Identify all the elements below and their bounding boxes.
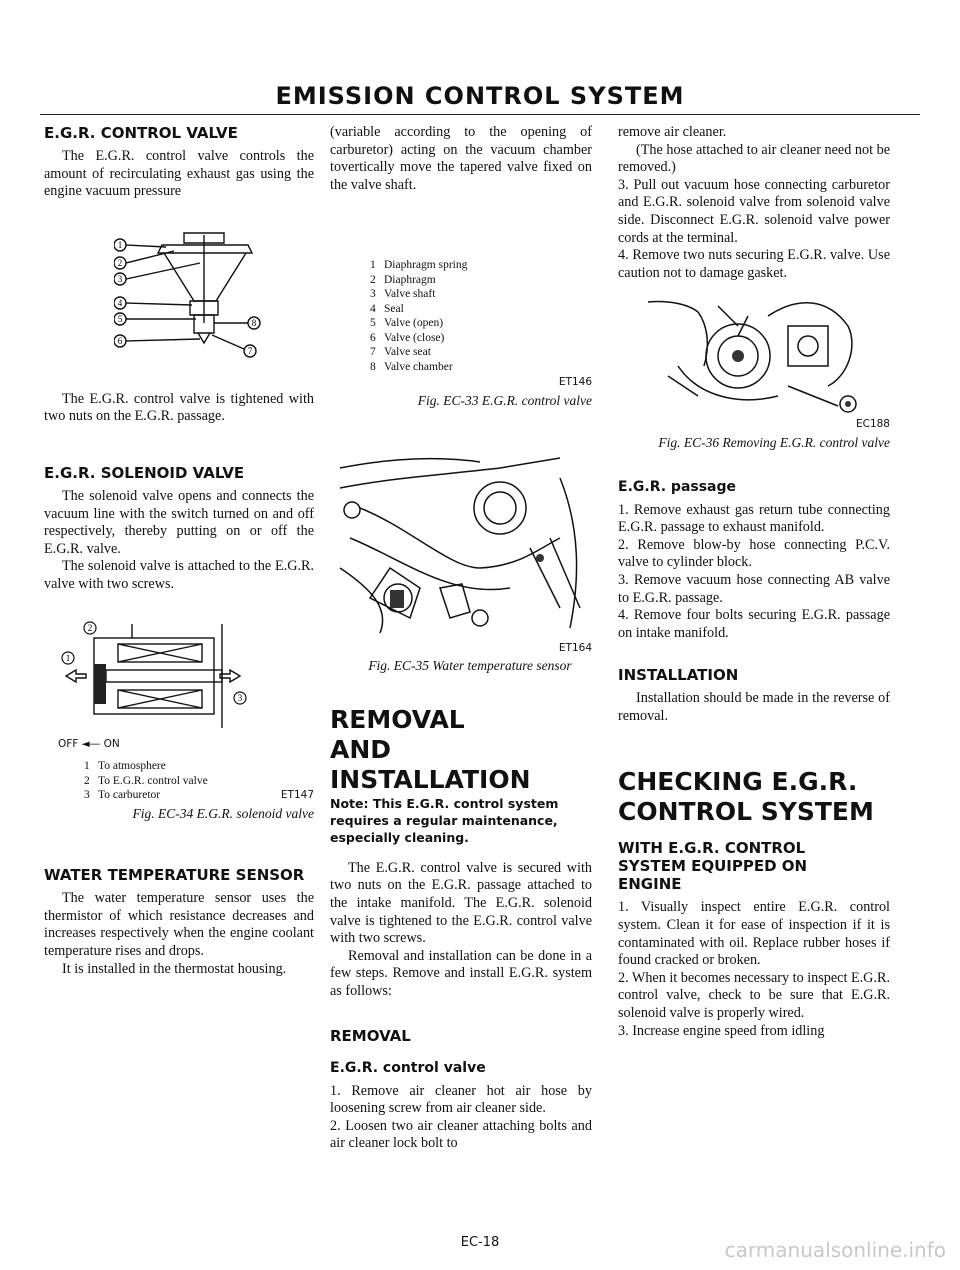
solenoid-text-1: The solenoid valve opens and connects the vacuum line with the switch turned on and off respectively, thereby putting on or off the E.G.R. valve.	[44, 487, 314, 557]
steps-text: Removal and installation can be done in a few steps. Remove and install E.G.R. system as follows:	[330, 947, 592, 999]
passage-heading: E.G.R. passage	[618, 478, 737, 495]
legend-item: 2 Diaphragm	[370, 273, 436, 286]
wts-heading: WATER TEMPERATURE SENSOR	[44, 866, 305, 885]
secured-text: The E.G.R. control valve is secured with two nuts on the E.G.R. passage attached to the intake manifold. The E.G.R. solenoid valve is tightened to the E.G.R. control valve with two screws.	[330, 859, 592, 947]
figure-code: ET146	[558, 376, 592, 389]
legend-item: 7 Valve seat	[370, 346, 431, 359]
egr-valve-heading: E.G.R. CONTROL VALVE	[44, 124, 238, 142]
figure-code: EC188	[855, 418, 890, 431]
removing-valve-drawing	[638, 286, 878, 416]
watermark: carmanualsonline.info	[724, 1238, 946, 1262]
hose-text: (The hose attached to air cleaner need not be removed.)	[618, 141, 890, 176]
column-left	[44, 124, 314, 978]
valve-legend	[330, 258, 592, 374]
legend-item: 4 Seal	[370, 302, 404, 315]
list-item: 2. Loosen two air cleaner attaching bolts and air cleaner lock bolt to	[330, 1117, 592, 1152]
list-item: 1. Remove exhaust gas return tube connecting E.G.R. passage to exhaust manifold.	[618, 501, 890, 536]
legend-item: 3 To carburetor ET147	[84, 789, 314, 802]
figure-code: ET147	[280, 789, 314, 802]
svg-text:7: 7	[247, 345, 253, 356]
list-item: 4. Remove four bolts securing E.G.R. passage on intake manifold.	[618, 607, 890, 641]
svg-text:8: 8	[251, 317, 257, 328]
water-sensor-drawing	[330, 448, 592, 640]
svg-text:3: 3	[117, 273, 123, 284]
svg-text:3: 3	[237, 692, 243, 703]
cont-text: remove air cleaner.	[618, 124, 727, 140]
water-sensor-photo	[330, 448, 592, 640]
removal-steps-cont	[618, 177, 890, 283]
list-item: 4. Remove two nuts securing E.G.R. valve. Use caution not to damage gasket.	[618, 247, 890, 281]
egr-valve-drawing	[114, 223, 294, 363]
check-steps	[618, 899, 890, 1040]
egr-valve-text: The E.G.R. control valve controls the amount of recirculating exhaust gas using the engine vacuum pressure	[44, 148, 314, 200]
list-item: 2. Remove blow-by hose connecting P.C.V. valve to cylinder block.	[618, 536, 890, 571]
tighten-text: The E.G.R. control valve is tightened with two nuts on the E.G.R. passage.	[44, 390, 314, 425]
fig33-caption: Fig. EC-33 E.G.R. control valve	[417, 392, 592, 408]
svg-text:1: 1	[65, 652, 71, 663]
off-on-label: OFF ◄— ON	[58, 737, 120, 750]
removal-heading: REMOVAL AND INSTALLATION	[330, 704, 531, 794]
svg-text:5: 5	[117, 313, 123, 324]
list-item: 1. Remove air cleaner hot air hose by loosening screw from air cleaner side.	[330, 1082, 592, 1117]
list-item: 3. Increase engine speed from idling	[618, 1022, 825, 1039]
column-right	[618, 124, 890, 1040]
egr-valve-diagram	[114, 223, 314, 363]
removing-valve-photo	[638, 286, 890, 416]
wts-text-1: The water temperature sensor uses the thermistor of which resistance decreases and increases respectively when the engine coolant temperature rises and drops.	[44, 890, 314, 959]
legend-item: 1 Diaphragm spring	[370, 259, 468, 272]
solenoid-text-2: The solenoid valve is attached to the E.G.R. valve with two screws.	[44, 558, 314, 592]
list-item: 2. When it becomes necessary to inspect E.G.R. control valve, check to be sure that E.G.R. solenoid valve is properly wired.	[618, 969, 890, 1022]
fig35-caption: Fig. EC-35 Water temperature sensor	[368, 658, 572, 674]
list-item: 3. Pull out vacuum hose connecting carburetor and E.G.R. solenoid valve from solenoid valve side. Disconnect E.G.R. solenoid valve power cords at the terminal.	[618, 176, 890, 246]
cont-text: (variable according to the opening of carburetor) acting on the vacuum chamber tovertically move the tapered valve fixed on the valve shaft.	[330, 124, 592, 193]
svg-text:2: 2	[87, 622, 93, 633]
egr-valve-subheading: E.G.R. control valve	[330, 1059, 486, 1076]
legend-item: 5 Valve (open)	[370, 317, 444, 330]
checking-heading: CHECKING E.G.R. CONTROL SYSTEM	[618, 767, 874, 827]
legend-item: 6 Valve (close)	[370, 331, 445, 344]
page-header	[40, 80, 920, 115]
note-text: Note: This E.G.R. control system requires a regular maintenance, especially cleaning.	[330, 795, 559, 845]
list-item: 3. Remove vacuum hose connecting AB valve to E.G.R. passage.	[618, 571, 890, 606]
legend-item: 2 To E.G.R. control valve	[84, 774, 208, 787]
passage-steps	[618, 502, 890, 643]
column-middle	[330, 124, 592, 1153]
solenoid-legend	[44, 759, 314, 803]
svg-text:6: 6	[117, 335, 123, 346]
svg-text:2: 2	[117, 257, 123, 268]
svg-text:1: 1	[117, 239, 123, 250]
svg-text:4: 4	[117, 297, 123, 308]
page-title: EMISSION CONTROL SYSTEM	[275, 82, 685, 110]
removal-subheading: REMOVAL	[330, 1026, 411, 1045]
list-item: 1. Visually inspect entire E.G.R. control system. Clean it for ease of inspection if it is contaminated with oil. Replace rubber hoses if found cracked or broken.	[618, 899, 890, 969]
solenoid-drawing	[54, 618, 254, 736]
figure-code: ET164	[558, 641, 592, 654]
with-heading: WITH E.G.R. CONTROL SYSTEM EQUIPPED ON ENGINE	[618, 839, 808, 894]
legend-item: 8 Valve chamber	[370, 360, 453, 373]
removal-steps	[330, 1083, 592, 1153]
page-number: EC-18	[460, 1235, 500, 1250]
wts-text-2: It is installed in the thermostat housing.	[62, 960, 287, 977]
solenoid-diagram	[54, 618, 314, 754]
fig36-caption: Fig. EC-36 Removing E.G.R. control valve	[658, 434, 890, 450]
installation-text: Installation should be made in the reverse of removal.	[618, 690, 890, 724]
solenoid-heading: E.G.R. SOLENOID VALVE	[44, 463, 245, 482]
installation-heading: INSTALLATION	[618, 666, 739, 685]
fig34-caption: Fig. EC-34 E.G.R. solenoid valve	[132, 805, 314, 821]
legend-item: 1 To atmosphere	[84, 760, 166, 773]
legend-item: 3 Valve shaft	[370, 288, 436, 301]
